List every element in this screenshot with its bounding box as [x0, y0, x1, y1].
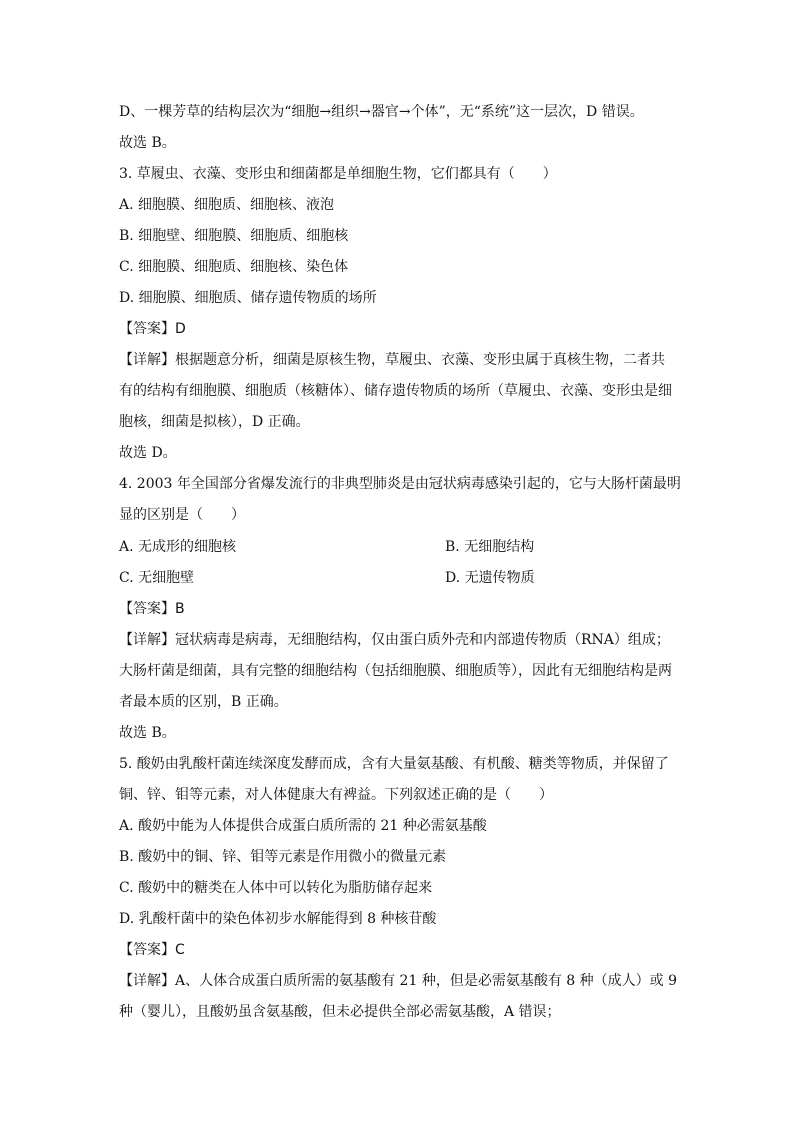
text-line: 故选 B。 [119, 725, 176, 741]
question-4-stem: 4. 2003 年全国部分省爆发流行的非典型肺炎是由冠状病毒感染引起的，它与大肠杆菌最明 [119, 476, 681, 492]
question-5-option-b: B. 酸奶中的铜、锌、钼等元素是作用微小的微量元素 [119, 849, 447, 865]
question-4-option-c: C. 无细胞壁 [119, 570, 195, 586]
question-4-answer: 【答案】B [119, 601, 185, 617]
question-5-explanation: 【详解】A、人体合成蛋白质所需的氨基酸有 21 种，但是必需氨基酸有 8 种（成人）或 9 [119, 973, 677, 989]
text-line: 故选 B。 [119, 135, 176, 151]
question-3-option-a: A. 细胞膜、细胞质、细胞核、液泡 [119, 197, 335, 213]
question-3-option-b: B. 细胞壁、细胞膜、细胞质、细胞核 [119, 228, 349, 244]
question-3-option-d: D. 细胞膜、细胞质、储存遗传物质的场所 [119, 290, 377, 306]
question-4-option-b: B. 无细胞结构 [445, 539, 535, 555]
question-5-option-c: C. 酸奶中的糖类在人体中可以转化为脂肪储存起来 [119, 880, 433, 896]
question-5-stem: 5. 酸奶由乳酸杆菌连续深度发酵而成，含有大量氨基酸、有机酸、糖类等物质，并保留了 [119, 756, 669, 772]
text-line: D、一棵芳草的结构层次为“细胞→组织→器官→个体”，无“系统”这一层次，D 错误。 [119, 104, 644, 120]
question-4-explanation: 者最本质的区别，B 正确。 [119, 694, 288, 710]
question-3-answer: 【答案】D [119, 321, 186, 337]
question-5-option-a: A. 酸奶中能为人体提供合成蛋白质所需的 21 种必需氨基酸 [119, 818, 487, 834]
question-4-explanation: 【详解】冠状病毒是病毒，无细胞结构，仅由蛋白质外壳和内部遗传物质（RNA）组成； [119, 632, 670, 648]
question-5-explanation: 种（婴儿），且酸奶虽含氨基酸，但未必提供全部必需氨基酸，A 错误； [119, 1004, 561, 1020]
question-3-explanation: 【详解】根据题意分析，细菌是原核生物，草履虫、衣藻、变形虫属于真核生物，二者共 [119, 352, 665, 368]
question-3-explanation: 有的结构有细胞膜、细胞质（核糖体）、储存遗传物质的场所（草履虫、衣藻、变形虫是细 [119, 383, 672, 399]
question-5-option-d: D. 乳酸杆菌中的染色体初步水解能得到 8 种核苷酸 [119, 911, 437, 927]
question-4-stem: 显的区别是（ ） [119, 507, 245, 523]
text-line: 故选 D。 [119, 445, 177, 461]
question-5-stem: 铜、锌、钼等元素，对人体健康大有裨益。下列叙述正确的是（ ） [119, 787, 553, 803]
question-4-option-d: D. 无遗传物质 [445, 570, 535, 586]
question-3-stem: 3. 草履虫、衣藻、变形虫和细菌都是单细胞生物，它们都具有（ ） [119, 166, 557, 182]
question-3-option-c: C. 细胞膜、细胞质、细胞核、染色体 [119, 259, 349, 275]
question-5-answer: 【答案】C [119, 942, 185, 958]
question-4-explanation: 大肠杆菌是细菌，具有完整的细胞结构（包括细胞膜、细胞质等），因此有无细胞结构是两 [119, 663, 672, 679]
question-4-option-a: A. 无成形的细胞核 [119, 539, 237, 555]
question-3-explanation: 胞核，细菌是拟核），D 正确。 [119, 414, 310, 430]
